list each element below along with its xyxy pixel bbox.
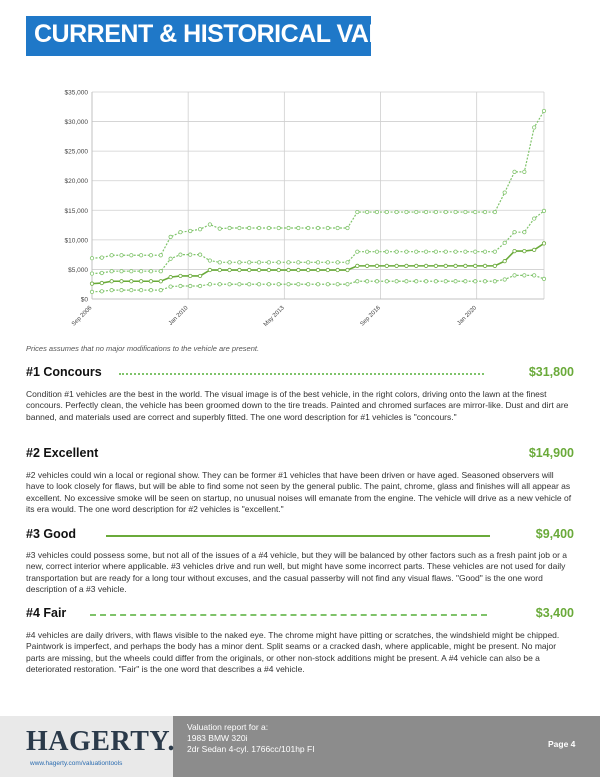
series-1-point: [267, 226, 270, 229]
series-3-point: [248, 268, 251, 271]
series-3-point: [483, 264, 486, 267]
series-1-point: [454, 210, 457, 213]
series-4-point: [356, 280, 359, 283]
condition-2-header: [26, 446, 574, 464]
y-tick-label: $0: [80, 296, 88, 304]
series-3-point: [208, 268, 211, 271]
series-1-point: [90, 256, 93, 259]
series-2-point: [503, 241, 506, 244]
series-3-point: [395, 264, 398, 267]
report-line-1: Valuation report for a:: [187, 722, 269, 732]
series-1-point: [405, 210, 408, 213]
series-1-point: [277, 226, 280, 229]
series-2-point: [139, 270, 142, 273]
series-1-point: [336, 226, 339, 229]
series-2-point: [277, 261, 280, 264]
series-4-point: [483, 280, 486, 283]
series-1-point: [385, 210, 388, 213]
hagerty-logo: HAGERTY.: [26, 726, 176, 757]
series-1-point: [159, 254, 162, 257]
series-2-point: [424, 250, 427, 253]
series-1-point: [474, 210, 477, 213]
series-3-point: [228, 268, 231, 271]
series-4-point: [169, 285, 172, 288]
series-1-point: [316, 226, 319, 229]
series-3-point: [189, 274, 192, 277]
series-4-point: [139, 288, 142, 291]
series-3-point: [464, 264, 467, 267]
series-3-point: [424, 264, 427, 267]
series-2-point: [189, 253, 192, 256]
series-2-point: [385, 250, 388, 253]
series-3-point: [238, 268, 241, 271]
series-3-point: [503, 259, 506, 262]
condition-3-name: #3 Good: [26, 527, 77, 541]
series-4-point: [100, 290, 103, 293]
series-3-point: [90, 282, 93, 285]
y-tick-label: $35,000: [64, 89, 88, 97]
series-1-point: [523, 170, 526, 173]
series-1-point: [542, 109, 545, 112]
condition-4-header: [26, 606, 574, 624]
x-tick-label: Jan 2020: [456, 305, 479, 327]
series-3-point: [110, 280, 113, 283]
series-1-point: [169, 235, 172, 238]
series-1-point: [415, 210, 418, 213]
y-tick-label: $20,000: [64, 178, 88, 186]
series-4-point: [159, 288, 162, 291]
series-4-point: [189, 284, 192, 287]
series-3-point: [130, 280, 133, 283]
series-3-point: [513, 249, 516, 252]
series-3-point: [139, 280, 142, 283]
series-1-point: [110, 254, 113, 257]
series-4-point: [523, 274, 526, 277]
series-1-point: [503, 191, 506, 194]
series-3-point: [316, 268, 319, 271]
series-1-point: [326, 226, 329, 229]
series-4-point: [464, 280, 467, 283]
series-4-point: [238, 283, 241, 286]
series-2-point: [287, 261, 290, 264]
series-1-point: [228, 226, 231, 229]
series-2-point: [356, 250, 359, 253]
series-3-point: [375, 264, 378, 267]
series-4-point: [228, 283, 231, 286]
condition-3-line: [106, 535, 490, 537]
series-3-point: [120, 280, 123, 283]
series-2-point: [130, 270, 133, 273]
series-3-point: [493, 264, 496, 267]
condition-4-description: #4 vehicles are daily drivers, with flaws visible to the naked eye. The chrome might have pitting or scratches, the windshield might be chipped. Paintwork is imperfect, and perhaps the body has a minor dent. Split seams or a cracked dash, where applicable, might be present. No major parts are missing, but the wheels could differ from the originals, or other non-stock additions might be present. A #4 vehicle can also be a deteriorated restoration. "Fair" is the one word that describes a #4 vehicle.: [26, 630, 560, 675]
series-4-point: [277, 283, 280, 286]
series-4-point: [287, 283, 290, 286]
series-4-point: [149, 288, 152, 291]
series-2-point: [326, 261, 329, 264]
series-4-point: [130, 288, 133, 291]
series-2-point: [120, 270, 123, 273]
title-banner: [26, 16, 434, 56]
series-3-point: [346, 268, 349, 271]
series-2-point: [474, 250, 477, 253]
report-line-3: 2dr Sedan 4-cyl. 1766cc/101hp FI: [187, 744, 315, 754]
condition-1-value: $31,800: [528, 365, 574, 379]
condition-1-name: #1 Concours: [26, 365, 102, 379]
series-4-point: [218, 283, 221, 286]
series-1-point: [356, 210, 359, 213]
series-3-point: [444, 264, 447, 267]
series-4-point: [424, 280, 427, 283]
series-1-point: [532, 126, 535, 129]
series-4-point: [336, 283, 339, 286]
condition-4-value: $3,400: [535, 606, 574, 620]
condition-4-line: [90, 614, 487, 616]
y-tick-label: $15,000: [64, 207, 88, 215]
series-4-point: [257, 283, 260, 286]
series-1-point: [238, 226, 241, 229]
series-2-point: [306, 261, 309, 264]
series-4-point: [415, 280, 418, 283]
series-2-point: [149, 270, 152, 273]
values-line-chart: [0, 80, 600, 342]
series-4-point: [208, 283, 211, 286]
series-2-point: [208, 259, 211, 262]
series-1-point: [248, 226, 251, 229]
series-4-point: [385, 280, 388, 283]
series-3-point: [474, 264, 477, 267]
series-2-point: [257, 261, 260, 264]
series-2-point: [248, 261, 251, 264]
series-3-point: [159, 280, 162, 283]
y-tick-label: $5,000: [68, 266, 88, 274]
series-2-point: [513, 230, 516, 233]
series-2-point: [444, 250, 447, 253]
series-1-point: [189, 229, 192, 232]
series-1-point: [208, 223, 211, 226]
series-1-point: [365, 210, 368, 213]
series-4-point: [198, 284, 201, 287]
series-4-point: [375, 280, 378, 283]
series-2-point: [415, 250, 418, 253]
condition-2-description: #2 vehicles could win a local or regional show. They can be former #1 vehicles that have been driven or have aged. Seasoned observers will have to look closely for flaws, but will be able to find some not seen by the general public. The paint, chrome, glass and finishes will all appear as excellent. No excessive smoke will be seen on startup, no unusual noises will emanate from the engine. The vehicle will drive as a new vehicle of its era would. The one word description for #2 vehicles is "excellent.": [26, 470, 572, 515]
series-1-point: [513, 170, 516, 173]
series-1-point: [218, 227, 221, 230]
series-4-point: [405, 280, 408, 283]
series-2-point: [434, 250, 437, 253]
y-tick-label: $25,000: [64, 148, 88, 156]
series-1-line: [92, 111, 544, 258]
series-3-point: [277, 268, 280, 271]
series-1-point: [287, 226, 290, 229]
series-2-point: [346, 261, 349, 264]
series-4-point: [444, 280, 447, 283]
series-2-point: [110, 270, 113, 273]
series-2-point: [454, 250, 457, 253]
series-4-point: [326, 283, 329, 286]
series-1-point: [346, 226, 349, 229]
series-2-point: [464, 250, 467, 253]
series-1-point: [424, 210, 427, 213]
series-1-point: [149, 254, 152, 257]
series-1-point: [493, 210, 496, 213]
series-3-point: [434, 264, 437, 267]
y-tick-label: $10,000: [64, 237, 88, 245]
series-2-point: [159, 270, 162, 273]
series-4-point: [434, 280, 437, 283]
series-2-point: [297, 261, 300, 264]
condition-3-value: $9,400: [535, 527, 574, 541]
series-3-point: [297, 268, 300, 271]
series-3-point: [326, 268, 329, 271]
series-2-point: [238, 261, 241, 264]
condition-1-description: Condition #1 vehicles are the best in the world. The visual image is of the best vehicle, in the right colors, driving onto the lawn at the finest concours. Perfectly clean, the vehicle has been groomed down to the tire treads. Painted and chromed surfaces are mirror-like. Dust and dirt are banned, and materials used are correct and superbly fitted. The one word description for #1 vehicles is "concours.": [26, 389, 569, 422]
series-2-point: [198, 253, 201, 256]
series-2-point: [493, 250, 496, 253]
series-2-point: [228, 261, 231, 264]
series-4-point: [513, 274, 516, 277]
series-3-point: [198, 274, 201, 277]
series-2-point: [365, 250, 368, 253]
x-tick-label: May 2013: [262, 305, 286, 329]
series-3-point: [415, 264, 418, 267]
series-1-point: [100, 256, 103, 259]
series-4-point: [110, 288, 113, 291]
series-3-point: [100, 281, 103, 284]
series-3-point: [149, 280, 152, 283]
series-2-point: [179, 253, 182, 256]
series-4-point: [267, 283, 270, 286]
series-4-point: [306, 283, 309, 286]
series-4-point: [297, 283, 300, 286]
condition-2-value: $14,900: [528, 446, 574, 460]
series-3-point: [169, 275, 172, 278]
series-1-point: [444, 210, 447, 213]
series-3-point: [306, 268, 309, 271]
x-tick-label: Jan 2010: [167, 305, 190, 327]
series-3-point: [523, 249, 526, 252]
series-2-point: [483, 250, 486, 253]
series-3-point: [287, 268, 290, 271]
page-number: Page 4: [548, 739, 576, 749]
series-4-point: [503, 278, 506, 281]
series-4-point: [542, 277, 545, 280]
series-3-point: [365, 264, 368, 267]
series-1-point: [198, 228, 201, 231]
series-2-point: [375, 250, 378, 253]
series-3-point: [405, 264, 408, 267]
series-1-point: [257, 226, 260, 229]
series-2-point: [169, 257, 172, 260]
series-1-point: [130, 254, 133, 257]
series-1-point: [395, 210, 398, 213]
condition-4-name: #4 Fair: [26, 606, 67, 620]
series-4-point: [454, 280, 457, 283]
series-1-point: [483, 210, 486, 213]
series-3-point: [454, 264, 457, 267]
y-tick-label: $30,000: [64, 119, 88, 127]
series-2-point: [267, 261, 270, 264]
series-4-point: [532, 274, 535, 277]
series-2-point: [405, 250, 408, 253]
x-tick-label: Sep 2006: [70, 305, 94, 328]
series-3-point: [267, 268, 270, 271]
series-4-point: [90, 290, 93, 293]
series-2-point: [218, 261, 221, 264]
series-2-point: [523, 230, 526, 233]
series-3-point: [257, 268, 260, 271]
condition-2-name: #2 Excellent: [26, 446, 99, 460]
series-1-point: [139, 254, 142, 257]
series-4-point: [365, 280, 368, 283]
series-3-point: [218, 268, 221, 271]
series-4-point: [395, 280, 398, 283]
series-2-point: [336, 261, 339, 264]
series-2-point: [90, 272, 93, 275]
series-1-point: [179, 230, 182, 233]
series-3-point: [385, 264, 388, 267]
series-1-point: [375, 210, 378, 213]
series-2-point: [100, 271, 103, 274]
series-3-point: [336, 268, 339, 271]
page-title: CURRENT & HISTORICAL VALUES: [34, 20, 434, 48]
series-3-point: [542, 242, 545, 245]
series-2-point: [316, 261, 319, 264]
series-1-point: [434, 210, 437, 213]
condition-3-description: #3 vehicles could possess some, but not all of the issues of a #4 vehicle, but they will be balanced by other factors such as a fresh paint job or a new, correct interior where applicable. #3 vehicles drive and run well, but might have some incorrect parts. These vehicles are not used for daily transportation but are ready for a long tour without excuses, and the casual passerby will not find any visual flaws. "Good" is the one word description of a #3 vehicle.: [26, 550, 568, 595]
series-4-point: [248, 283, 251, 286]
series-2-point: [542, 209, 545, 212]
valuation-tools-link[interactable]: www.hagerty.com/valuationtools: [30, 760, 123, 767]
series-4-point: [120, 288, 123, 291]
chart-note: Prices assumes that no major modifications to the vehicle are present.: [26, 344, 260, 353]
x-tick-label: Sep 2016: [359, 305, 382, 328]
series-3-point: [179, 274, 182, 277]
series-2-point: [532, 217, 535, 220]
condition-1-line: [119, 373, 484, 375]
series-2-point: [395, 250, 398, 253]
report-line-2: 1983 BMW 320i: [187, 733, 248, 743]
condition-3-header: [26, 527, 574, 545]
series-4-point: [346, 283, 349, 286]
series-4-point: [474, 280, 477, 283]
series-4-point: [493, 280, 496, 283]
series-4-point: [179, 284, 182, 287]
series-1-point: [120, 254, 123, 257]
series-1-point: [306, 226, 309, 229]
report-info: [187, 722, 315, 755]
series-1-point: [297, 226, 300, 229]
series-3-point: [356, 264, 359, 267]
series-4-point: [316, 283, 319, 286]
series-3-point: [532, 248, 535, 251]
condition-1-header: [26, 365, 574, 383]
series-1-point: [464, 210, 467, 213]
